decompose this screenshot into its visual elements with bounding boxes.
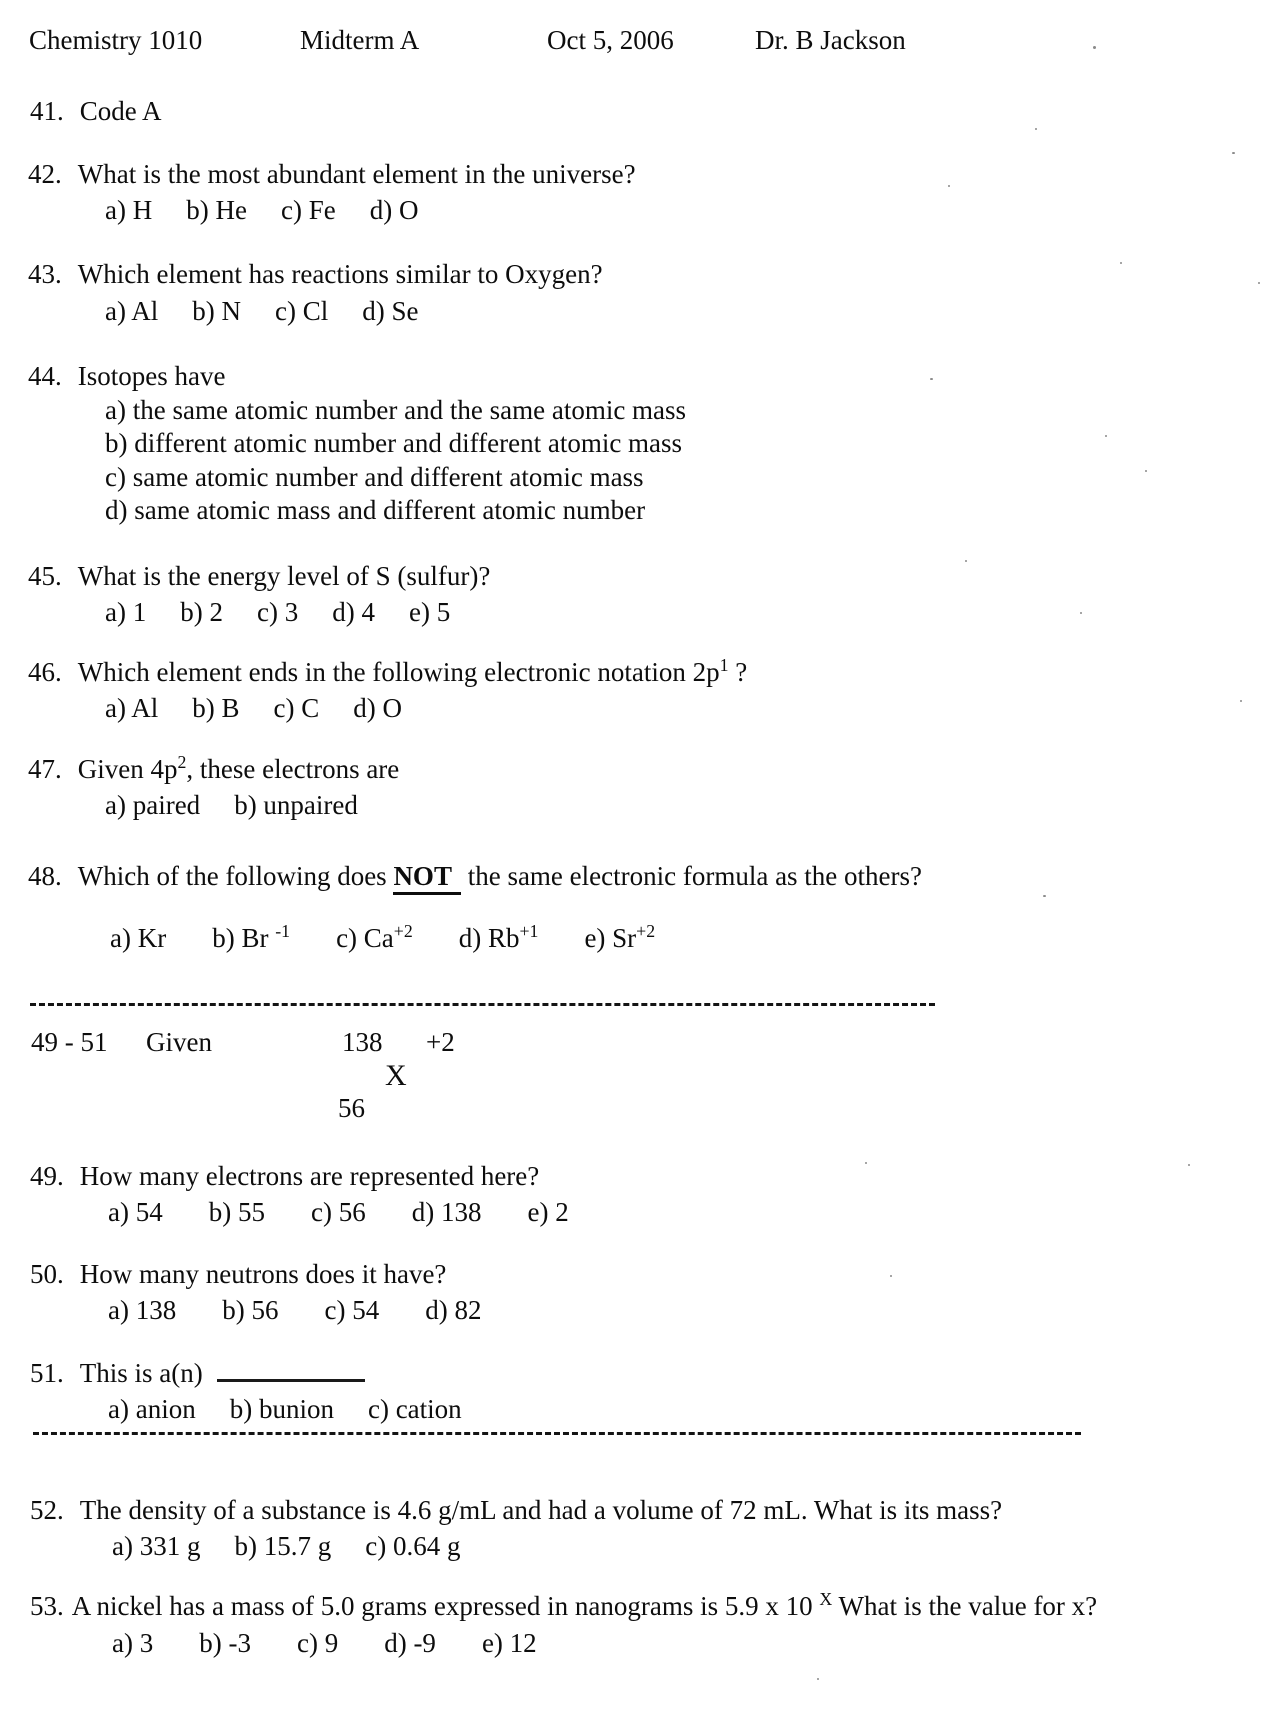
question-44 (28, 360, 225, 392)
given-charge: +2 (426, 1027, 455, 1057)
question-number: 46. (28, 657, 62, 687)
option: a) Al (105, 296, 159, 326)
superscript: 2 (177, 752, 187, 772)
option: b) 15.7 g (234, 1531, 332, 1561)
option: a) 3 (112, 1628, 154, 1658)
option: a) Kr (110, 923, 167, 953)
emphasized-word: NOT (393, 861, 461, 895)
scan-speck (1120, 262, 1122, 264)
question-48 (28, 860, 922, 892)
exam-title: Midterm A (300, 25, 420, 55)
option: d) 82 (425, 1295, 482, 1325)
option: b) Br $^{-1}$ (212, 921, 291, 953)
scan-speck (865, 1162, 867, 1164)
option: c) same atomic number and different atomic mass (105, 461, 644, 492)
given-element-symbol: X (385, 1059, 407, 1092)
question-51-options (108, 1393, 496, 1425)
question-number: 43. (28, 259, 62, 289)
question-text: The density of a substance is 4.6 g/mL and had a volume of 72 mL. What is its mass? (79, 1495, 1003, 1525)
scan-speck (1232, 152, 1235, 154)
option: c) 56 (310, 1197, 366, 1227)
option: c) $Ca^{+2}$ (336, 921, 413, 953)
exam-date: Oct 5, 2006 (547, 25, 674, 55)
option: b) N (192, 296, 241, 326)
question-49-options (108, 1196, 615, 1228)
scan-speck (1043, 895, 1046, 897)
question-number: 52. (30, 1495, 64, 1525)
option: a) paired (105, 790, 201, 820)
option: d) O (369, 195, 419, 225)
option: d) Se (362, 296, 419, 326)
ion-charge: +1 (519, 921, 539, 941)
question-text: Given $4p^2$, these electrons are (77, 752, 400, 784)
superscript: 1 (719, 655, 729, 675)
scan-speck (1105, 435, 1107, 437)
question-49 (30, 1160, 539, 1192)
option: b) different atomic number and different atomic mass (105, 428, 683, 459)
question-45 (28, 560, 490, 592)
scan-speck (948, 185, 950, 187)
question-number: 45. (28, 561, 62, 591)
option: d) O (353, 693, 402, 723)
scan-speck (1093, 46, 1096, 49)
option: e) 5 (408, 597, 451, 627)
answer-blank (217, 1352, 365, 1382)
option: d) -9 (384, 1628, 436, 1658)
question-48-options (110, 922, 701, 954)
scan-speck (1080, 612, 1082, 614)
given-label: Given (146, 1027, 212, 1057)
question-number: 47. (28, 754, 62, 784)
option: c) 3 (256, 597, 299, 627)
ion-charge: +2 (393, 921, 413, 941)
question-text: How many electrons are represented here? (79, 1161, 540, 1191)
option: b) 2 (180, 597, 223, 627)
option: d) 4 (332, 597, 375, 627)
question-number: 50. (30, 1259, 64, 1289)
option: c) Fe (280, 195, 336, 225)
question-text: A nickel has a mass of 5.0 grams expressed in nanograms is 5.9 x 10 $^X$ What is the value for x? (71, 1589, 1098, 1621)
question-number: 48. (28, 861, 62, 891)
question-45-options (105, 596, 484, 628)
instructor-name: Dr. B Jackson (755, 25, 906, 55)
option: a) 1 (105, 597, 147, 627)
option: a) anion (108, 1394, 196, 1424)
option: b) unpaired (234, 790, 358, 820)
option: a) H (105, 195, 153, 225)
question-text: Isotopes have (77, 361, 226, 391)
question-text: How many neutrons does it have? (79, 1259, 447, 1289)
question-50-options (108, 1294, 527, 1326)
option: b) B (192, 693, 240, 723)
section-divider (33, 1432, 1081, 1435)
question-text: This is a(n) (79, 1358, 203, 1388)
option: e) $Sr^{+2}$ (584, 921, 656, 953)
course-title: Chemistry 1010 (29, 25, 203, 55)
question-53-options (112, 1627, 583, 1659)
option: a) 331 g (112, 1531, 201, 1561)
given-mass-number: 138 (342, 1027, 383, 1057)
question-52-options (112, 1530, 494, 1562)
question-47 (28, 753, 399, 785)
question-47-options (105, 789, 392, 821)
question-43 (28, 258, 603, 290)
question-42-options (105, 194, 452, 226)
scan-speck (930, 378, 933, 380)
scan-speck (1240, 700, 1242, 702)
option: c) cation (367, 1394, 462, 1424)
option: c) 54 (324, 1295, 380, 1325)
question-number: 42. (28, 159, 62, 189)
question-number: 49. (30, 1161, 64, 1191)
question-46-options (105, 692, 436, 724)
option: c) 9 (296, 1628, 339, 1658)
question-number: 44. (28, 361, 62, 391)
question-text: Which of the following does NOT the same electronic formula as the others? (78, 861, 922, 895)
given-atomic-number: 56 (338, 1093, 365, 1123)
option: b) He (186, 195, 247, 225)
question-50 (30, 1258, 446, 1290)
option: d) $Rb^{+1}$ (458, 921, 539, 953)
option: e) 2 (527, 1197, 569, 1227)
option: c) Cl (275, 296, 329, 326)
question-text: Code A (79, 96, 162, 126)
scan-speck (1145, 470, 1147, 472)
scan-speck (1188, 1164, 1190, 1166)
question-text: What is the energy level of S (sulfur)? (77, 561, 491, 591)
question-52 (30, 1494, 1002, 1526)
question-text: Which element has reactions similar to Oxygen? (77, 259, 603, 289)
option: b) bunion (229, 1394, 334, 1424)
scan-speck (817, 1678, 819, 1680)
scan-speck (1258, 282, 1260, 284)
option: e) 12 (481, 1628, 537, 1658)
question-text: Which element ends in the following electronic notation $2p^1$ ? (77, 655, 748, 687)
option: b) -3 (199, 1628, 251, 1658)
option: d) same atomic mass and different atomic number (105, 495, 646, 526)
question-53 (30, 1590, 1097, 1622)
ion-charge: -1 (275, 921, 291, 941)
option: a) the same atomic number and the same atomic mass (105, 395, 687, 425)
ion-charge: +2 (636, 921, 656, 941)
option: b) 55 (208, 1197, 265, 1227)
option: d) 138 (411, 1197, 482, 1227)
section-divider (30, 1003, 935, 1006)
option: c) 0.64 g (365, 1531, 461, 1561)
option: a) 138 (108, 1295, 177, 1325)
question-number: 51. (30, 1358, 64, 1388)
scan-speck (1035, 128, 1037, 130)
option: b) 56 (222, 1295, 279, 1325)
scan-speck (965, 560, 967, 562)
question-text: What is the most abundant element in the universe? (77, 159, 636, 189)
question-43-options (105, 295, 453, 327)
question-number: 53. (30, 1591, 64, 1621)
given-question-range: 49 - 51 (31, 1027, 108, 1057)
question-41 (30, 95, 162, 127)
question-42 (28, 158, 636, 190)
question-number: 41. (30, 96, 64, 126)
question-46 (28, 656, 747, 688)
option: c) C (273, 693, 320, 723)
question-44-options (105, 394, 686, 528)
exponent: X (819, 1589, 833, 1609)
scan-speck (890, 1275, 892, 1277)
option: a) Al (105, 693, 159, 723)
question-51 (30, 1352, 365, 1389)
option: a) 54 (108, 1197, 163, 1227)
